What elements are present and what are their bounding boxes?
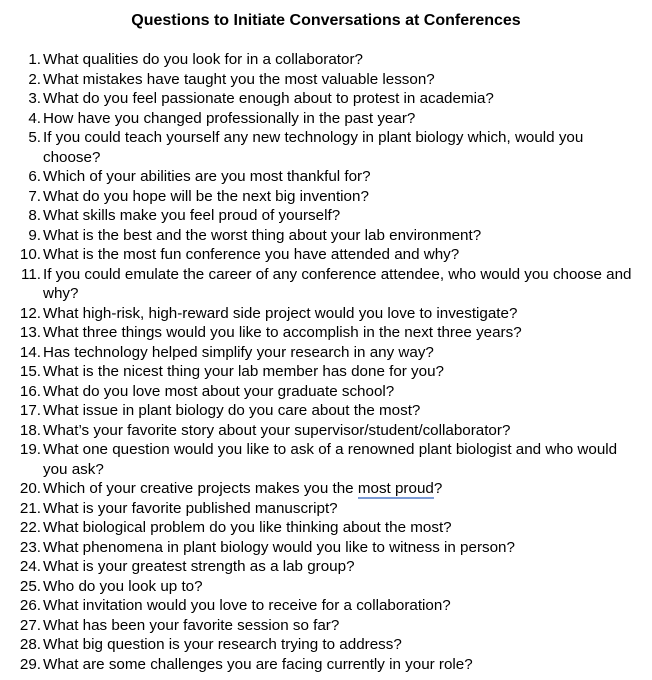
list-item-text: What one question would you like to ask of a renowned plant biologist and who would you ask? [43,441,618,478]
list-item [14,109,644,129]
list-item-text: Has technology helped simplify your research in any way? [43,343,434,361]
list-item-text: What are some challenges you are facing currently in your role? [43,655,473,673]
list-item [14,421,644,441]
list-item-text: What mistakes have taught you the most valuable lesson? [43,70,435,88]
list-item-text-after: ? [433,480,443,497]
list-item-number: 15. [19,363,41,380]
list-item-text: What invitation would you love to receive for a collaboration? [43,597,451,614]
list-item [14,323,644,343]
list-item-text: What do you love most about your graduate school? [43,382,395,400]
list-item [14,655,644,675]
list-item [14,577,644,597]
list-item-text: What biological problem do you like thinking about the most? [43,519,452,536]
list-item [14,635,644,655]
list-item-text: What is your favorite published manuscript? [43,499,338,517]
list-item [14,401,644,421]
list-item-text: What is your greatest strength as a lab group? [43,558,355,575]
list-item [14,128,644,167]
list-item [14,70,644,90]
list-item [14,499,644,519]
list-item-text: If you could emulate the career of any conference attendee, who would you choose and why? [43,265,632,302]
list-item-text: If you could teach yourself any new technology in plant biology which, would you choose? [43,129,584,166]
list-item-number: 27. [19,616,41,634]
list-item-number: 17. [19,402,41,419]
list-item-text: What is the best and the worst thing about your lab environment? [43,226,482,244]
page-title: Questions to Initiate Conversations at Conferences [131,12,521,29]
list-item-number: 25. [19,577,41,595]
list-item [14,304,644,324]
list-item-number: 5. [28,129,41,146]
list-item-text: What do you feel passionate enough about to protest in academia? [43,90,494,107]
list-item-number: 2. [28,70,41,88]
list-item-text: What three things would you like to accomplish in the next three years? [43,324,522,341]
list-item [14,226,644,246]
list-item-number: 21. [19,499,41,517]
list-item-number: 7. [28,187,41,205]
list-item-number: 6. [28,168,41,185]
list-item [14,265,644,304]
list-item [14,343,644,363]
list-item-number: 14. [19,343,41,361]
list-item [14,245,644,265]
list-item-text-before: Which of your creative projects makes you the [43,480,358,497]
list-item-text: What big question is your research trying to address? [43,636,402,653]
list-item-text: What is the nicest thing your lab member has done for you? [43,363,444,380]
list-item-number: 12. [19,304,41,322]
list-item-text: What qualities do you look for in a collaborator? [43,51,363,68]
list-item-number: 4. [28,109,41,127]
list-item-text: Who do you look up to? [43,577,203,595]
list-item-number: 29. [19,655,41,673]
list-item [14,596,644,616]
list-item [14,89,644,109]
list-item-text: What phenomena in plant biology would you like to witness in person? [43,538,515,556]
list-item-number: 3. [28,90,41,107]
list-item-text: What’s your favorite story about your supervisor/student/collaborator? [43,421,511,439]
list-item-number: 20. [19,480,41,497]
list-item [14,557,644,577]
list-item-text: What has been your favorite session so far? [43,616,340,634]
list-item-text: What issue in plant biology do you care about the most? [43,402,421,419]
list-item-number: 28. [19,636,41,653]
list-item [14,382,644,402]
list-item-text [41,479,644,499]
list-item-number: 13. [19,324,41,341]
list-item-number: 23. [19,538,41,556]
list-item-number: 26. [19,597,41,614]
list-item [14,440,644,479]
list-item-number: 19. [19,441,41,458]
list-item-text: What is the most fun conference you have attended and why? [43,246,460,263]
list-item-number: 16. [19,382,41,400]
list-item-text: How have you changed professionally in the past year? [43,109,416,127]
list-item-text: What do you hope will be the next big invention? [43,187,369,205]
list-item-text: What skills make you feel proud of yourself? [43,207,341,224]
list-item [14,187,644,207]
list-item [14,50,644,70]
list-item [14,479,644,499]
list-item-number: 1. [28,51,41,68]
list-item-text: What high-risk, high-reward side project would you love to investigate? [43,304,518,322]
list-item-number: 10. [19,246,41,263]
list-item-number: 8. [28,207,41,224]
spellcheck-marked-text: most proud [357,480,434,497]
list-item [14,206,644,226]
list-item-number: 24. [19,558,41,575]
question-list [14,50,644,674]
list-item [14,518,644,538]
list-item [14,167,644,187]
list-item-text: Which of your abilities are you most thankful for? [43,168,371,185]
list-item [14,538,644,558]
list-item-number: 18. [19,421,41,439]
list-item-number: 9. [28,226,41,244]
list-item-number: 11. [21,265,41,283]
list-item [14,616,644,636]
list-item-number: 22. [19,519,41,536]
list-item [14,362,644,382]
